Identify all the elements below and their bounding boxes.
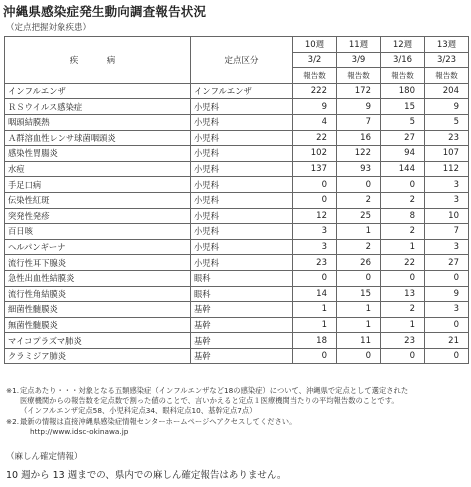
report-count: 9 (337, 99, 381, 115)
report-count: 107 (425, 146, 469, 162)
disease-name: 水痘 (5, 161, 191, 177)
header-row-weeks (5, 37, 469, 53)
header-week: 11週 (337, 37, 381, 53)
report-count: 9 (293, 99, 337, 115)
sentinel-category: 基幹 (191, 302, 293, 318)
header-count-label: 報告数 (425, 68, 469, 84)
disease-name: 流行性耳下腺炎 (5, 255, 191, 271)
report-count: 0 (381, 177, 425, 193)
table-row (5, 270, 469, 286)
report-count: 0 (293, 348, 337, 364)
report-count: 10 (425, 208, 469, 224)
sentinel-category: 小児科 (191, 239, 293, 255)
report-count: 3 (293, 239, 337, 255)
report-count: 12 (293, 208, 337, 224)
sentinel-category: 小児科 (191, 208, 293, 224)
report-count: 0 (337, 177, 381, 193)
disease-name: 急性出血性結膜炎 (5, 270, 191, 286)
surveillance-table (4, 36, 469, 364)
report-count: 7 (337, 114, 381, 130)
report-count: 0 (425, 270, 469, 286)
report-count: 1 (293, 317, 337, 333)
sentinel-category: 小児科 (191, 255, 293, 271)
report-count: 2 (381, 302, 425, 318)
header-count-label: 報告数 (381, 68, 425, 84)
report-count: 172 (337, 83, 381, 99)
header-count-label: 報告数 (337, 68, 381, 84)
note-1-line-2: 医療機関からの報告数を定点数で割った値のことで、言いかえると定点１医療機関当たりの平均報告数のことです。 (20, 396, 399, 406)
sentinel-category: 小児科 (191, 177, 293, 193)
disease-name: マイコプラズマ肺炎 (5, 333, 191, 349)
report-count: 1 (337, 317, 381, 333)
table-row (5, 192, 469, 208)
disease-name: 感染性胃腸炎 (5, 146, 191, 162)
disease-name: 無菌性髄膜炎 (5, 317, 191, 333)
report-count: 27 (425, 255, 469, 271)
report-count: 0 (293, 270, 337, 286)
report-count: 122 (337, 146, 381, 162)
disease-name: クラミジア肺炎 (5, 348, 191, 364)
report-count: 0 (381, 270, 425, 286)
report-count: 102 (293, 146, 337, 162)
sentinel-category: 小児科 (191, 146, 293, 162)
note-1-line-1: 定点あたり・・・対象となる五類感染症（インフルエンザなど18の感染症）について、沖縄県で定点として選定された (20, 386, 409, 395)
table-row (5, 83, 469, 99)
report-count: 3 (293, 224, 337, 240)
report-count: 112 (425, 161, 469, 177)
report-count: 2 (337, 239, 381, 255)
report-count: 23 (381, 333, 425, 349)
report-count: 15 (381, 99, 425, 115)
header-count-label: 報告数 (293, 68, 337, 84)
report-count: 3 (425, 302, 469, 318)
report-count: 21 (425, 333, 469, 349)
sentinel-category: 小児科 (191, 130, 293, 146)
report-count: 180 (381, 83, 425, 99)
disease-name: 伝染性紅斑 (5, 192, 191, 208)
report-count: 8 (381, 208, 425, 224)
sentinel-category: 基幹 (191, 348, 293, 364)
header-date: 3/23 (425, 52, 469, 68)
table-row (5, 114, 469, 130)
report-count: 2 (337, 192, 381, 208)
table-row (5, 130, 469, 146)
report-count: 1 (381, 239, 425, 255)
disease-name: 突発性発疹 (5, 208, 191, 224)
table-row (5, 177, 469, 193)
header-disease: 疾 病 (5, 37, 191, 84)
header-date: 3/2 (293, 52, 337, 68)
footnotes (6, 386, 468, 437)
report-count: 204 (425, 83, 469, 99)
disease-name: ＲＳウイルス感染症 (5, 99, 191, 115)
table-row (5, 224, 469, 240)
sentinel-category: 小児科 (191, 224, 293, 240)
table-row (5, 239, 469, 255)
report-count: 25 (337, 208, 381, 224)
sentinel-category: インフルエンザ (191, 83, 293, 99)
report-count: 0 (293, 177, 337, 193)
report-count: 26 (337, 255, 381, 271)
report-count: 1 (381, 317, 425, 333)
disease-name: インフルエンザ (5, 83, 191, 99)
disease-name: Ａ群溶血性レンサ球菌咽頭炎 (5, 130, 191, 146)
report-count: 0 (425, 348, 469, 364)
report-count: 0 (337, 270, 381, 286)
sentinel-category: 小児科 (191, 114, 293, 130)
report-count: 2 (381, 192, 425, 208)
disease-name: 百日咳 (5, 224, 191, 240)
note-2-marker: ※2. (6, 416, 20, 426)
report-count: 3 (425, 239, 469, 255)
report-count: 3 (425, 177, 469, 193)
report-count: 4 (293, 114, 337, 130)
note-1-line-3: （インフルエンザ定点58、小児科定点34、眼科定点10、基幹定点7点） (20, 406, 257, 416)
report-count: 23 (425, 130, 469, 146)
report-count: 3 (425, 192, 469, 208)
note-2-url: http://www.idsc-okinawa.jp (30, 426, 129, 436)
disease-name: 手足口病 (5, 177, 191, 193)
report-count: 2 (381, 224, 425, 240)
report-count: 13 (381, 286, 425, 302)
table-row (5, 333, 469, 349)
note-2-line-1: 最新の情報は直接沖縄県感染症情報センターホームページへアクセスしてください。 (20, 416, 297, 426)
report-count: 11 (337, 333, 381, 349)
report-count: 7 (425, 224, 469, 240)
header-date: 3/16 (381, 52, 425, 68)
table-row (5, 317, 469, 333)
report-count: 27 (381, 130, 425, 146)
report-count: 1 (337, 302, 381, 318)
report-count: 18 (293, 333, 337, 349)
report-count: 1 (293, 302, 337, 318)
page-subtitle: （定点把握対象疾患） (6, 23, 92, 33)
report-count: 0 (381, 348, 425, 364)
table-row (5, 146, 469, 162)
sentinel-category: 基幹 (191, 333, 293, 349)
report-count: 9 (425, 286, 469, 302)
header-category: 定点区分 (191, 37, 293, 84)
sentinel-category: 小児科 (191, 161, 293, 177)
sentinel-category: 眼科 (191, 286, 293, 302)
report-count: 16 (337, 130, 381, 146)
measles-heading: （麻しん確定情報） (6, 452, 83, 462)
header-date: 3/9 (337, 52, 381, 68)
report-count: 222 (293, 83, 337, 99)
report-count: 0 (337, 348, 381, 364)
note-1-marker: ※1. (6, 386, 20, 395)
report-count: 93 (337, 161, 381, 177)
report-count: 22 (293, 130, 337, 146)
report-count: 5 (381, 114, 425, 130)
disease-name: ヘルパンギーナ (5, 239, 191, 255)
report-count: 9 (425, 99, 469, 115)
report-count: 0 (425, 317, 469, 333)
header-week: 12週 (381, 37, 425, 53)
report-count: 23 (293, 255, 337, 271)
report-count: 144 (381, 161, 425, 177)
report-count: 22 (381, 255, 425, 271)
report-count: 94 (381, 146, 425, 162)
table-row (5, 302, 469, 318)
report-count: 1 (337, 224, 381, 240)
page-title: 沖縄県感染症発生動向調査報告状況 (3, 4, 207, 19)
disease-name: 咽頭結膜熱 (5, 114, 191, 130)
report-count: 15 (337, 286, 381, 302)
table-row (5, 348, 469, 364)
table-row (5, 286, 469, 302)
table-row (5, 161, 469, 177)
sentinel-category: 基幹 (191, 317, 293, 333)
header-week: 13週 (425, 37, 469, 53)
sentinel-category: 眼科 (191, 270, 293, 286)
sentinel-category: 小児科 (191, 99, 293, 115)
header-week: 10週 (293, 37, 337, 53)
report-count: 137 (293, 161, 337, 177)
table-row (5, 208, 469, 224)
sentinel-category: 小児科 (191, 192, 293, 208)
table-row (5, 99, 469, 115)
report-count: 5 (425, 114, 469, 130)
report-count: 14 (293, 286, 337, 302)
report-count: 0 (293, 192, 337, 208)
disease-name: 細菌性髄膜炎 (5, 302, 191, 318)
disease-name: 流行性角結膜炎 (5, 286, 191, 302)
table-row (5, 255, 469, 271)
measles-text: 10 週から 13 週までの、県内での麻しん確定報告はありません。 (6, 470, 287, 481)
